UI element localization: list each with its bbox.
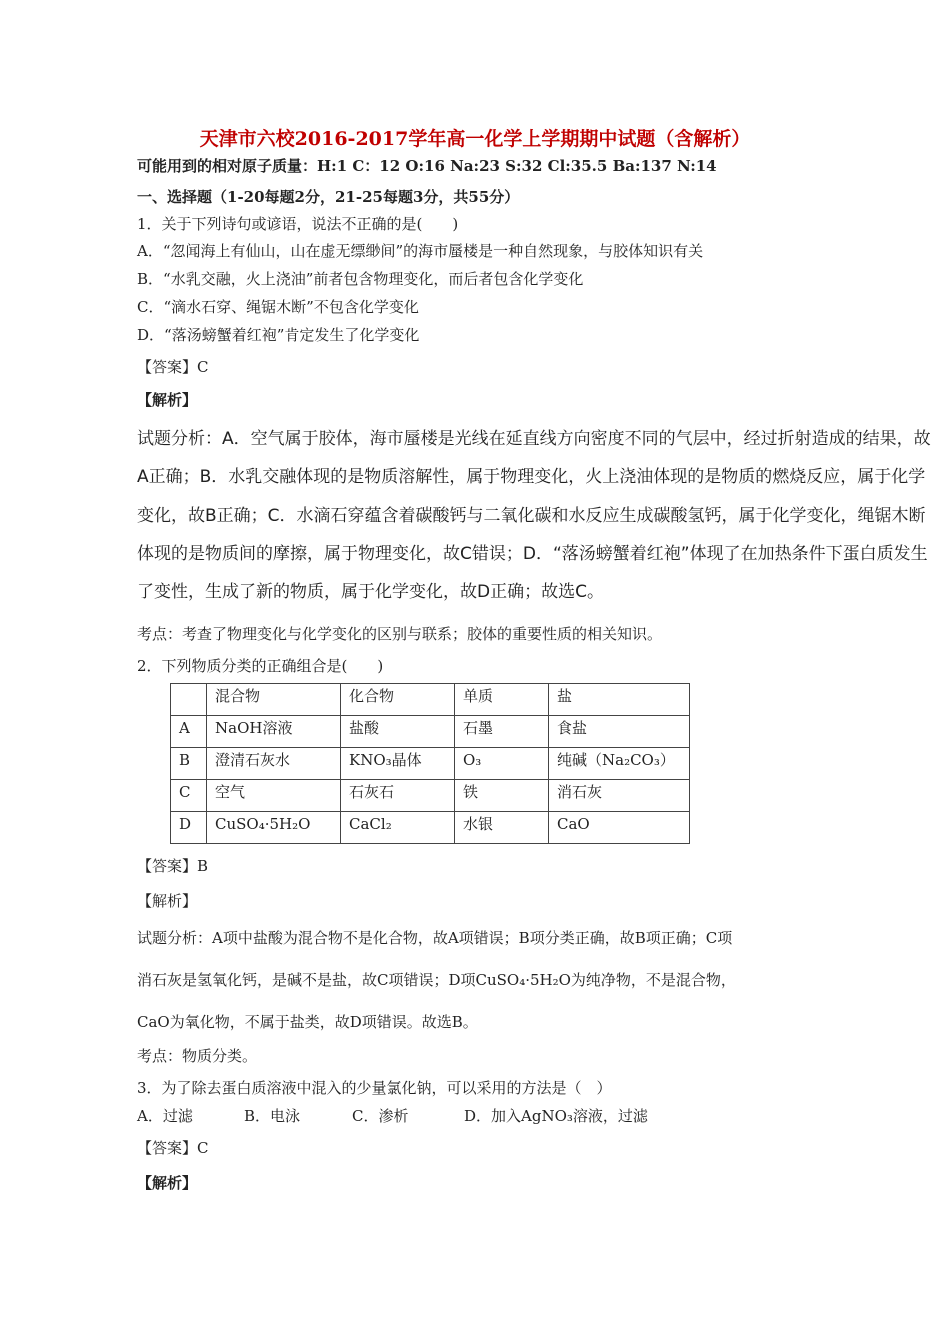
q3-answer: 【答案】C — [137, 1139, 209, 1157]
table-cell: CaCl₂ — [341, 812, 455, 844]
q1-explanation-line: 了变性，生成了新的物质，属于化学变化，故D正确；故选C。 — [137, 582, 604, 602]
q1-explanation-line: 变化，故B正确；C．水滴石穿蕴含着碳酸钙与二氧化碳和水反应生成碳酸氢钙，属于化学变化，绳锯木断 — [137, 506, 926, 526]
q3-option-c: C．渗析 — [352, 1107, 409, 1125]
table-cell: 澄清石灰水 — [207, 748, 341, 780]
q3-option-d: D．加入AgNO₃溶液，过滤 — [464, 1107, 648, 1125]
q1-answer: 【答案】C — [137, 358, 209, 376]
table-header-cell: 盐 — [549, 684, 690, 716]
table-cell: 消石灰 — [549, 780, 690, 812]
q2-stem: 2．下列物质分类的正确组合是( ) — [137, 657, 384, 675]
q3-analysis-label: 【解析】 — [137, 1174, 198, 1192]
q2-answer: 【答案】B — [137, 857, 209, 875]
classification-table — [170, 683, 690, 844]
table-cell: CaO — [549, 812, 690, 844]
section-heading: 一、选择题（1-20每题2分，21-25每题3分，共55分） — [137, 188, 520, 206]
table-header-cell: 单质 — [455, 684, 549, 716]
table-cell: 纯碱（Na₂CO₃） — [549, 748, 690, 780]
q1-option-b: B．“水乳交融，火上浇油”前者包含物理变化，而后者包含化学变化 — [137, 270, 584, 288]
q2-explanation-line: 试题分析：A项中盐酸为混合物不是化合物，故A项错误；B项分类正确，故B项正确；C项 — [137, 929, 733, 947]
table-cell: 铁 — [455, 780, 549, 812]
q2-explanation-line: CaO为氧化物，不属于盐类，故D项错误。故选B。 — [137, 1013, 478, 1031]
table-cell: B — [171, 748, 207, 780]
table-header-cell: 化合物 — [341, 684, 455, 716]
table-cell: NaOH溶液 — [207, 716, 341, 748]
q3-stem: 3．为了除去蛋白质溶液中混入的少量氯化钠，可以采用的方法是（ ） — [137, 1079, 612, 1097]
q1-option-d: D．“落汤螃蟹着红袍”肯定发生了化学变化 — [137, 326, 420, 344]
table-cell: C — [171, 780, 207, 812]
q3-option-b: B．电泳 — [244, 1107, 301, 1125]
table-row — [171, 748, 690, 780]
table-cell: 空气 — [207, 780, 341, 812]
table-cell: O₃ — [455, 748, 549, 780]
table-cell: A — [171, 716, 207, 748]
table-cell: 石灰石 — [341, 780, 455, 812]
table-cell: D — [171, 812, 207, 844]
q1-explanation-line: 试题分析：A．空气属于胶体，海市蜃楼是光线在延直线方向密度不同的气层中，经过折射造成的结果，故 — [137, 429, 931, 449]
q2-analysis-label: 【解析】 — [137, 892, 198, 910]
table-row — [171, 716, 690, 748]
page-title: 天津市六校2016-2017学年高一化学上学期期中试题（含解析） — [199, 128, 751, 150]
table-header-cell: 混合物 — [207, 684, 341, 716]
table-cell: 石墨 — [455, 716, 549, 748]
table-cell: 水银 — [455, 812, 549, 844]
table-row — [171, 780, 690, 812]
q1-explanation-line: 体现的是物质间的摩擦，属于物理变化，故C错误；D．“落汤螃蟹着红袍”体现了在加热条件下蛋白质发生 — [137, 544, 928, 564]
q1-analysis-label: 【解析】 — [137, 391, 198, 409]
q2-explanation-line: 消石灰是氢氧化钙，是碱不是盐，故C项错误；D项CuSO₄·5H₂O为纯净物，不是混合物， — [137, 971, 736, 989]
table-cell: 盐酸 — [341, 716, 455, 748]
table-header-row — [171, 684, 690, 716]
table-row — [171, 812, 690, 844]
q1-option-a: A．“忽闻海上有仙山，山在虚无缥缈间”的海市蜃楼是一种自然现象，与胶体知识有关 — [137, 242, 704, 260]
atomic-mass-line: 可能用到的相对原子质量：H:1 C：12 O:16 Na:23 S:32 Cl:35.5 Ba:137 N:14 — [137, 157, 717, 175]
q3-option-a: A．过滤 — [137, 1107, 193, 1125]
table-cell: KNO₃晶体 — [341, 748, 455, 780]
table-cell: 食盐 — [549, 716, 690, 748]
q1-explanation-line: A正确；B．水乳交融体现的是物质溶解性，属于物理变化，火上浇油体现的是物质的燃烧反应，属于化学 — [137, 467, 926, 487]
q1-stem: 1．关于下列诗句或谚语，说法不正确的是( ) — [137, 215, 459, 233]
q1-kaodian: 考点：考查了物理变化与化学变化的区别与联系；胶体的重要性质的相关知识。 — [137, 625, 663, 643]
table-cell: CuSO₄·5H₂O — [207, 812, 341, 844]
table-header-cell — [171, 684, 207, 716]
q1-option-c: C．“滴水石穿、绳锯木断”不包含化学变化 — [137, 298, 419, 316]
q2-kaodian: 考点：物质分类。 — [137, 1047, 258, 1065]
